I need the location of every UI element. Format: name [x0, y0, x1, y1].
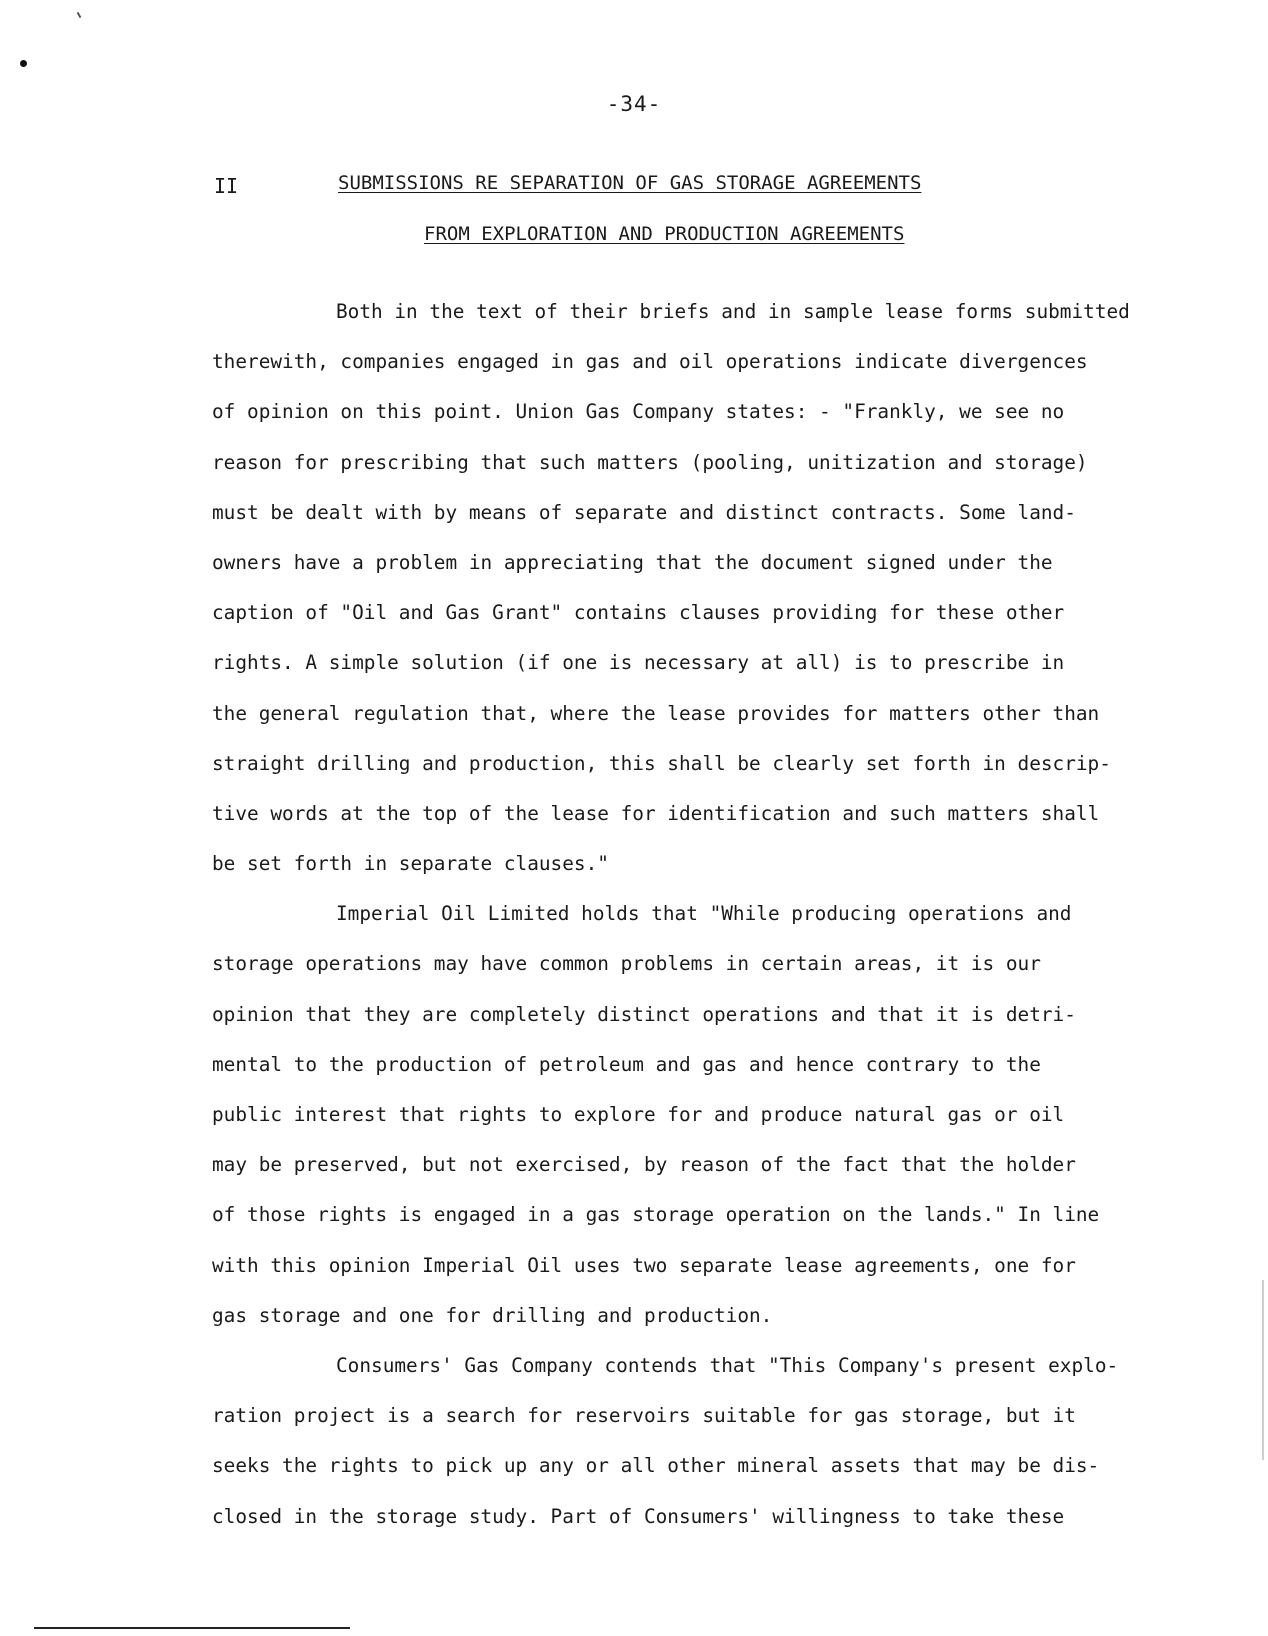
body-line: rights. A simple solution (if one is necessary at all) is to prescribe in	[212, 651, 1065, 675]
body-line: straight drilling and production, this shall be clearly set forth in descrip-	[212, 751, 1111, 775]
body-line: therewith, companies engaged in gas and oil operations indicate divergences	[212, 350, 1088, 374]
body-line: opinion that they are completely distinct operations and that it is detri-	[212, 1002, 1076, 1026]
body-line: the general regulation that, where the lease provides for matters other than	[212, 701, 1100, 725]
body-line: tive words at the top of the lease for identification and such matters shall	[212, 801, 1100, 825]
body-line: Consumers' Gas Company contends that "This Company's present explo-	[336, 1353, 1119, 1377]
page-number: -34-	[606, 92, 662, 116]
body-line: of opinion on this point. Union Gas Company states: - "Frankly, we see no	[212, 400, 1065, 424]
section-heading-line-2: FROM EXPLORATION AND PRODUCTION AGREEMENTS	[424, 223, 905, 245]
body-line: reason for prescribing that such matters (pooling, unitization and storage)	[212, 450, 1088, 474]
body-line: public interest that rights to explore for and produce natural gas or oil	[212, 1103, 1065, 1126]
scan-dot	[20, 60, 27, 67]
body-line: Both in the text of their briefs and in sample lease forms submitted	[336, 300, 1130, 323]
body-line: may be preserved, but not exercised, by reason of the fact that the holder	[212, 1153, 1076, 1177]
body-line: ration project is a search for reservoirs suitable for gas storage, but it	[212, 1404, 1076, 1428]
scan-mark	[77, 12, 82, 18]
body-line: with this opinion Imperial Oil uses two separate lease agreements, one for	[212, 1253, 1076, 1277]
body-line: Imperial Oil Limited holds that "While producing operations and	[336, 902, 1072, 926]
body-line: of those rights is engaged in a gas storage operation on the lands." In line	[212, 1203, 1100, 1227]
body-line: seeks the rights to pick up any or all other mineral assets that may be dis-	[212, 1454, 1100, 1478]
scan-edge	[1262, 1280, 1264, 1460]
section-number: II	[214, 174, 239, 198]
body-line: storage operations may have common problems in certain areas, it is our	[212, 952, 1041, 976]
footer-rule	[20, 1627, 350, 1629]
body-line: be set forth in separate clauses."	[212, 852, 609, 876]
body-line: mental to the production of petroleum and gas and hence contrary to the	[212, 1052, 1041, 1076]
section-heading-line-1: SUBMISSIONS RE SEPARATION OF GAS STORAGE AGREEMENTS	[338, 172, 922, 194]
body-text	[212, 287, 1202, 1542]
body-line: gas storage and one for drilling and production.	[212, 1303, 773, 1327]
body-line: owners have a problem in appreciating that the document signed under the	[212, 550, 1053, 574]
body-line: closed in the storage study. Part of Consumers' willingness to take these	[212, 1504, 1065, 1528]
body-line: caption of "Oil and Gas Grant" contains clauses providing for these other	[212, 601, 1065, 625]
body-line: must be dealt with by means of separate and distinct contracts. Some land-	[212, 500, 1076, 524]
